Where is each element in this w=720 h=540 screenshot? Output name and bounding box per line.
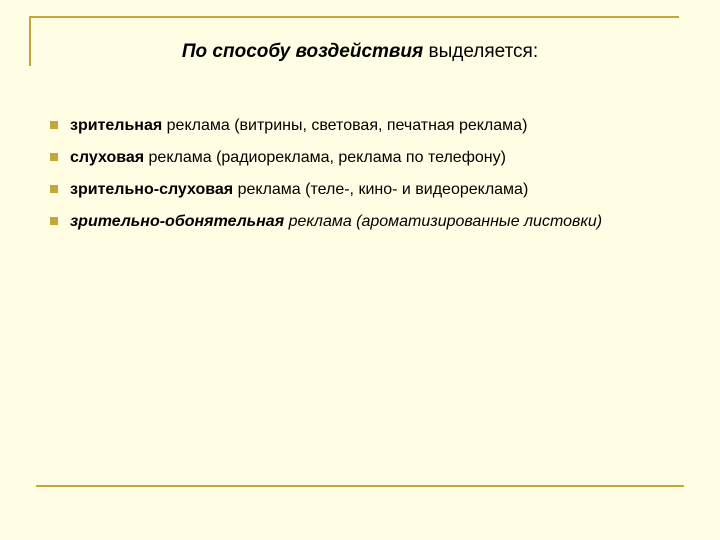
square-bullet-icon (50, 185, 58, 193)
item-term: зрительно-обонятельная (70, 213, 285, 230)
bullet-list (50, 114, 680, 242)
frame-top-line (29, 16, 679, 18)
item-term: зрительная (70, 117, 163, 134)
item-description: реклама (витрины, световая, печатная реклама) (162, 117, 528, 134)
list-item (50, 146, 680, 170)
list-item (50, 178, 680, 202)
item-term: зрительно-слуховая (70, 181, 234, 198)
title-emphasis: По способу воздействия (181, 41, 424, 62)
item-term: слуховая (70, 149, 145, 166)
list-item (50, 114, 680, 138)
item-description: реклама (ароматизированные листовки) (284, 213, 603, 230)
item-description: реклама (радиореклама, реклама по телефону) (144, 149, 506, 166)
list-item (50, 210, 680, 234)
square-bullet-icon (50, 153, 58, 161)
title-rest: выделяется: (423, 41, 539, 62)
square-bullet-icon (50, 217, 58, 225)
item-description: реклама (теле-, кино- и видеореклама) (233, 181, 529, 198)
slide-title (0, 40, 720, 64)
square-bullet-icon (50, 121, 58, 129)
frame-bottom-line (36, 485, 684, 487)
